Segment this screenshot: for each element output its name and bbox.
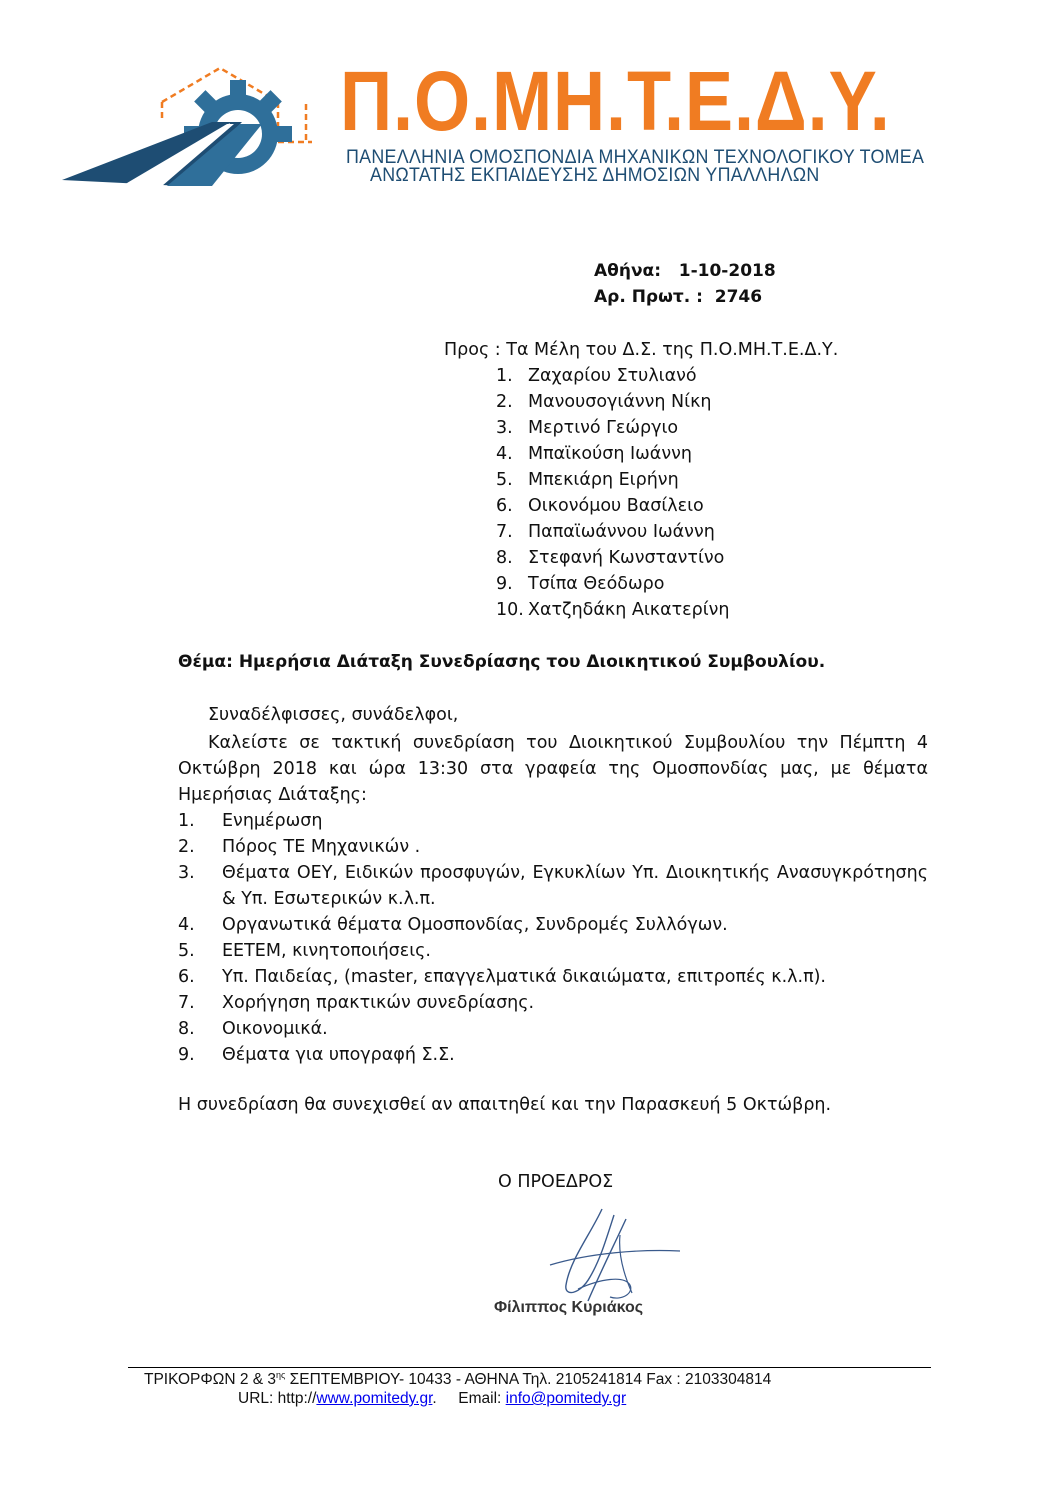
subject-line: Θέμα: Ημερήσια Διάταξη Συνεδρίασης του Διοικητικού Συμβουλίου. [178,652,826,672]
recipient-name: Στεφανή Κωνσταντίνο [528,548,725,568]
recipient-number: 4. [496,444,513,464]
recipients-heading: Προς : Τα Μέλη του Δ.Σ. της Π.Ο.ΜΗ.Τ.Ε.Δ.Υ. [444,340,839,360]
footer-street: ΤΡΙΚΟΡΦΩΝ 2 & 3 [144,1371,277,1389]
footer-contact [238,1390,626,1408]
recipient-number: 10. [496,600,524,620]
organization-logo-icon [62,62,352,186]
agenda-item [178,964,928,990]
recipient-number: 1. [496,366,513,386]
recipient-name: Μπαϊκούση Ιωάννη [528,444,692,464]
agenda-item [178,860,928,912]
recipient-name: Οικονόμου Βασίλειο [528,496,704,516]
organization-acronym: Π.Ο.ΜΗ.Τ.Ε.Δ.Υ. [340,54,891,148]
footer-city-phone-fax: ΣΕΠΤΕΜΒΡΙΟΥ- 10433 - ΑΘΗΝΑ Τηλ. 2105241814 Fax : 2103304814 [285,1371,772,1389]
recipient-item [496,392,711,412]
recipient-item [496,522,715,542]
agenda-item [178,808,928,834]
agenda-number: 9. [178,1045,195,1065]
agenda-text: Θέματα ΟΕΥ, Ειδικών προσφυγών, Εγκυκλίων Υπ. Διοικητικής Ανασυγκρότησης & Υπ. Εσωτερικών κ.λ.π. [222,863,928,909]
recipient-number: 5. [496,470,513,490]
recipient-item [496,548,724,568]
agenda-text: Οικονομικά. [222,1019,328,1039]
recipient-name: Χατζηδάκη Αικατερίνη [528,600,730,620]
recipient-name: Παπαϊωάννου Ιωάννη [528,522,715,542]
agenda-text: Υπ. Παιδείας, (master, επαγγελματικά δικαιώματα, επιτροπές κ.λ.π). [222,967,826,987]
agenda-number: 2. [178,837,195,857]
agenda-text: Ενημέρωση [222,811,323,831]
agenda-number: 6. [178,967,195,987]
organization-name-line-2: ΑΝΩΤΑΤΗΣ ΕΚΠΑΙΔΕΥΣΗΣ ΔΗΜΟΣΙΩΝ ΥΠΑΛΛΗΛΩΝ [370,165,820,186]
recipient-number: 3. [496,418,513,438]
agenda-item [178,938,928,964]
document-date [594,261,776,281]
organization-name-line-1: ΠΑΝΕΛΛΗΝΙΑ ΟΜΟΣΠΟΝΔΙΑ ΜΗΧΑΝΙΚΩΝ ΤΕΧΝΟΛΟΓΙΚΟΥ ΤΟΜΕΑ [346,147,925,168]
url-label: URL: http:// [238,1390,317,1407]
recipient-item [496,366,697,386]
signatory-name: Φίλιππος Κυριάκος [494,1299,644,1316]
agenda-text: ΕΕΤΕΜ, κινητοποιήσεις. [222,941,431,961]
recipient-item [496,470,679,490]
recipient-item [496,574,664,594]
recipient-item [496,444,692,464]
protocol-number [594,287,762,307]
agenda-number: 5. [178,941,195,961]
recipient-number: 8. [496,548,513,568]
agenda-number: 7. [178,993,195,1013]
protocol-value: 2746 [714,287,763,307]
agenda-item [178,1042,928,1068]
url-trailing-dot: . [432,1390,437,1407]
recipient-number: 2. [496,392,513,412]
agenda-item [178,990,928,1016]
handwritten-signature-icon [530,1205,690,1305]
recipient-number: 9. [496,574,513,594]
recipient-item [496,496,704,516]
website-link[interactable]: www.pomitedy.gr [316,1390,433,1407]
date-label: Αθήνα: [594,261,661,281]
agenda-text: Θέματα για υπογραφή Σ.Σ. [222,1045,455,1065]
recipient-name: Μερτινό Γεώργιο [528,418,679,438]
recipient-name: Μπεκιάρη Ειρήνη [528,470,679,490]
agenda-item [178,834,928,860]
recipient-item [496,418,678,438]
protocol-label: Αρ. Πρωτ. : [594,287,703,307]
body-paragraph: Καλείστε σε τακτική συνεδρίαση του Διοικητικού Συμβουλίου την Πέμπτη 4 Οκτώβρη 2018 και ώρα 13:30 στα γραφεία της Ομοσπονδίας μας, με θέματα Ημερήσιας Διάταξης: [178,733,928,805]
email-link[interactable]: info@pomitedy.gr [505,1390,627,1407]
footer-address [144,1370,771,1389]
signatory-title: Ο ΠΡΟΕΔΡΟΣ [498,1172,614,1192]
footer-divider [128,1367,931,1368]
recipient-item [496,600,730,620]
recipient-number: 6. [496,496,513,516]
recipient-number: 7. [496,522,513,542]
agenda-text: Χορήγηση πρακτικών συνεδρίασης. [222,993,535,1013]
closing-sentence: Η συνεδρίαση θα συνεχισθεί αν απαιτηθεί και την Παρασκευή 5 Οκτώβρη. [178,1095,832,1115]
agenda-number: 8. [178,1019,195,1039]
recipient-name: Μανουσογιάννη Νίκη [528,392,712,412]
agenda-number: 1. [178,811,195,831]
agenda-number: 4. [178,915,195,935]
agenda-text: Οργανωτικά θέματα Ομοσπονδίας, Συνδρομές Συλλόγων. [222,915,728,935]
agenda-number: 3. [178,863,195,883]
footer-ordinal-suffix: ης [276,1370,286,1380]
agenda-text: Πόρος ΤΕ Μηχανικών . [222,837,421,857]
recipient-name: Ζαχαρίου Στυλιανό [528,366,697,386]
email-label: Email: [458,1390,506,1407]
date-value: 1-10-2018 [678,261,776,281]
agenda-item [178,1016,928,1042]
agenda-item [178,912,928,938]
recipient-name: Τσίπα Θεόδωρο [528,574,665,594]
greeting: Συναδέλφισσες, συνάδελφοι, [208,705,459,725]
